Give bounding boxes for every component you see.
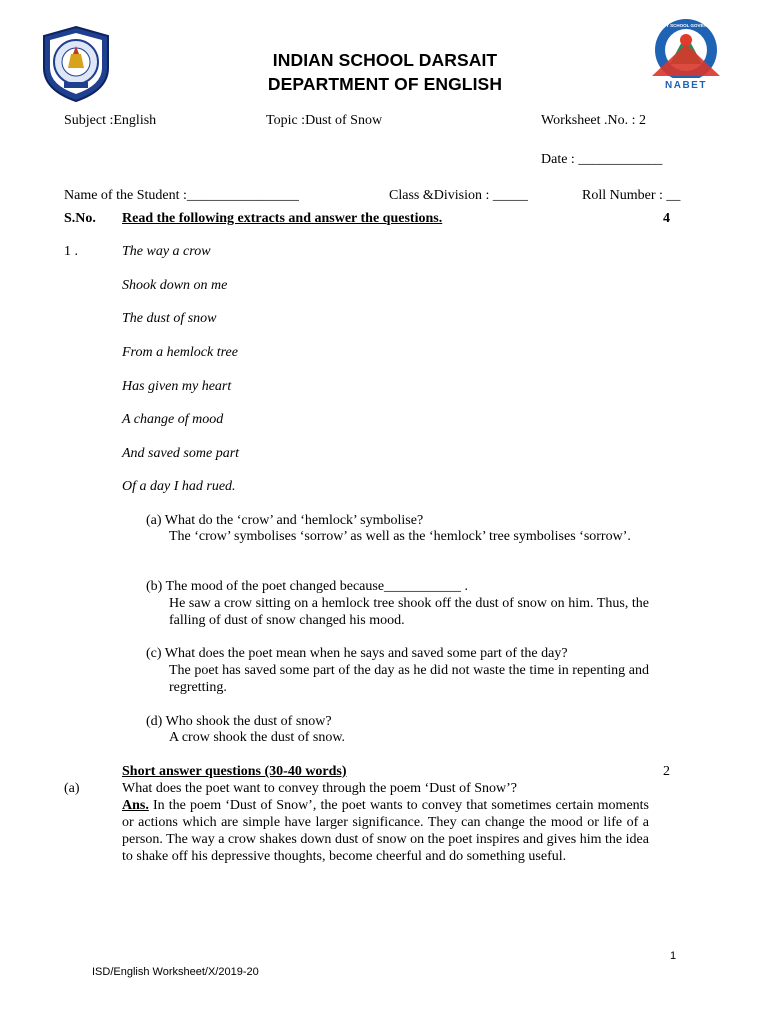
answer-label: Ans. <box>122 798 149 813</box>
school-name: INDIAN SCHOOL DARSAIT <box>272 50 498 70</box>
poem-line: Has given my heart <box>122 379 232 394</box>
topic-label: Topic :Dust of Snow <box>266 113 383 128</box>
question-a: (a) What do the ‘crow’ and ‘hemlock’ symbolise? <box>146 513 424 528</box>
poem-line: A change of mood <box>122 412 224 427</box>
question-c: (c) What does the poet mean when he says and saved some part of the day? <box>146 646 568 661</box>
section1-marks: 4 <box>663 211 670 226</box>
poem-line: From a hemlock tree <box>122 345 238 360</box>
answer-c: The poet has saved some part of the day as he did not waste the time in repenting and regretting. <box>169 663 649 695</box>
date-field: Date : ____________ <box>541 152 663 167</box>
poem-line: The dust of snow <box>122 311 217 326</box>
poem-line: Of a day I had rued. <box>122 479 236 494</box>
answer-b: He saw a crow sitting on a hemlock tree shook off the dust of snow on him. Thus, the falling of dust of snow changed his mood. <box>169 596 649 628</box>
poem-line: The way a crow <box>122 244 211 259</box>
section2-answer <box>122 797 649 865</box>
worksheet-number: Worksheet .No. : 2 <box>541 113 647 128</box>
answer-text: In the poem ‘Dust of Snow’, the poet wants to convey that sometimes certain moments or actions which are simple have larger significance. They can change the mood or life of a person. The way a crow shakes down dust of snow on the poet inspires and gives him the idea to shake off his depressive thoughts, become cheerful and do something useful. <box>122 798 649 864</box>
roll-number-field: Roll Number : __ <box>582 188 681 203</box>
nabet-arc-text: QUALITY SCHOOL GOVERNANCE <box>649 23 723 28</box>
subject-label: Subject :English <box>64 113 157 128</box>
poem-line: And saved some part <box>122 446 240 461</box>
class-division-field: Class &Division : _____ <box>389 188 528 203</box>
section2-question: What does the poet want to convey through the poem ‘Dust of Snow’? <box>122 781 518 796</box>
answer-a: The ‘crow’ symbolises ‘sorrow’ as well as the ‘hemlock’ tree symbolises ‘sorrow’. <box>169 529 631 544</box>
answer-d: A crow shook the dust of snow. <box>169 730 346 745</box>
poem-line: Shook down on me <box>122 278 228 293</box>
student-name-field: Name of the Student :________________ <box>64 188 299 203</box>
footer-doc-id: ISD/English Worksheet/X/2019-20 <box>92 966 259 978</box>
section2-label: (a) <box>64 781 80 796</box>
section2-heading: Short answer questions (30-40 words) <box>122 764 347 779</box>
sno-header: S.No. <box>64 211 96 226</box>
nabet-label: NABET <box>665 80 707 91</box>
department-name: DEPARTMENT OF ENGLISH <box>267 74 503 94</box>
section2-marks: 2 <box>663 764 670 779</box>
page-number: 1 <box>670 950 677 962</box>
question-number: 1 . <box>64 244 78 259</box>
section1-instruction: Read the following extracts and answer the questions. <box>122 211 443 226</box>
question-b: (b) The mood of the poet changed because___________ . <box>146 579 469 594</box>
question-d: (d) Who shook the dust of snow? <box>146 714 332 729</box>
